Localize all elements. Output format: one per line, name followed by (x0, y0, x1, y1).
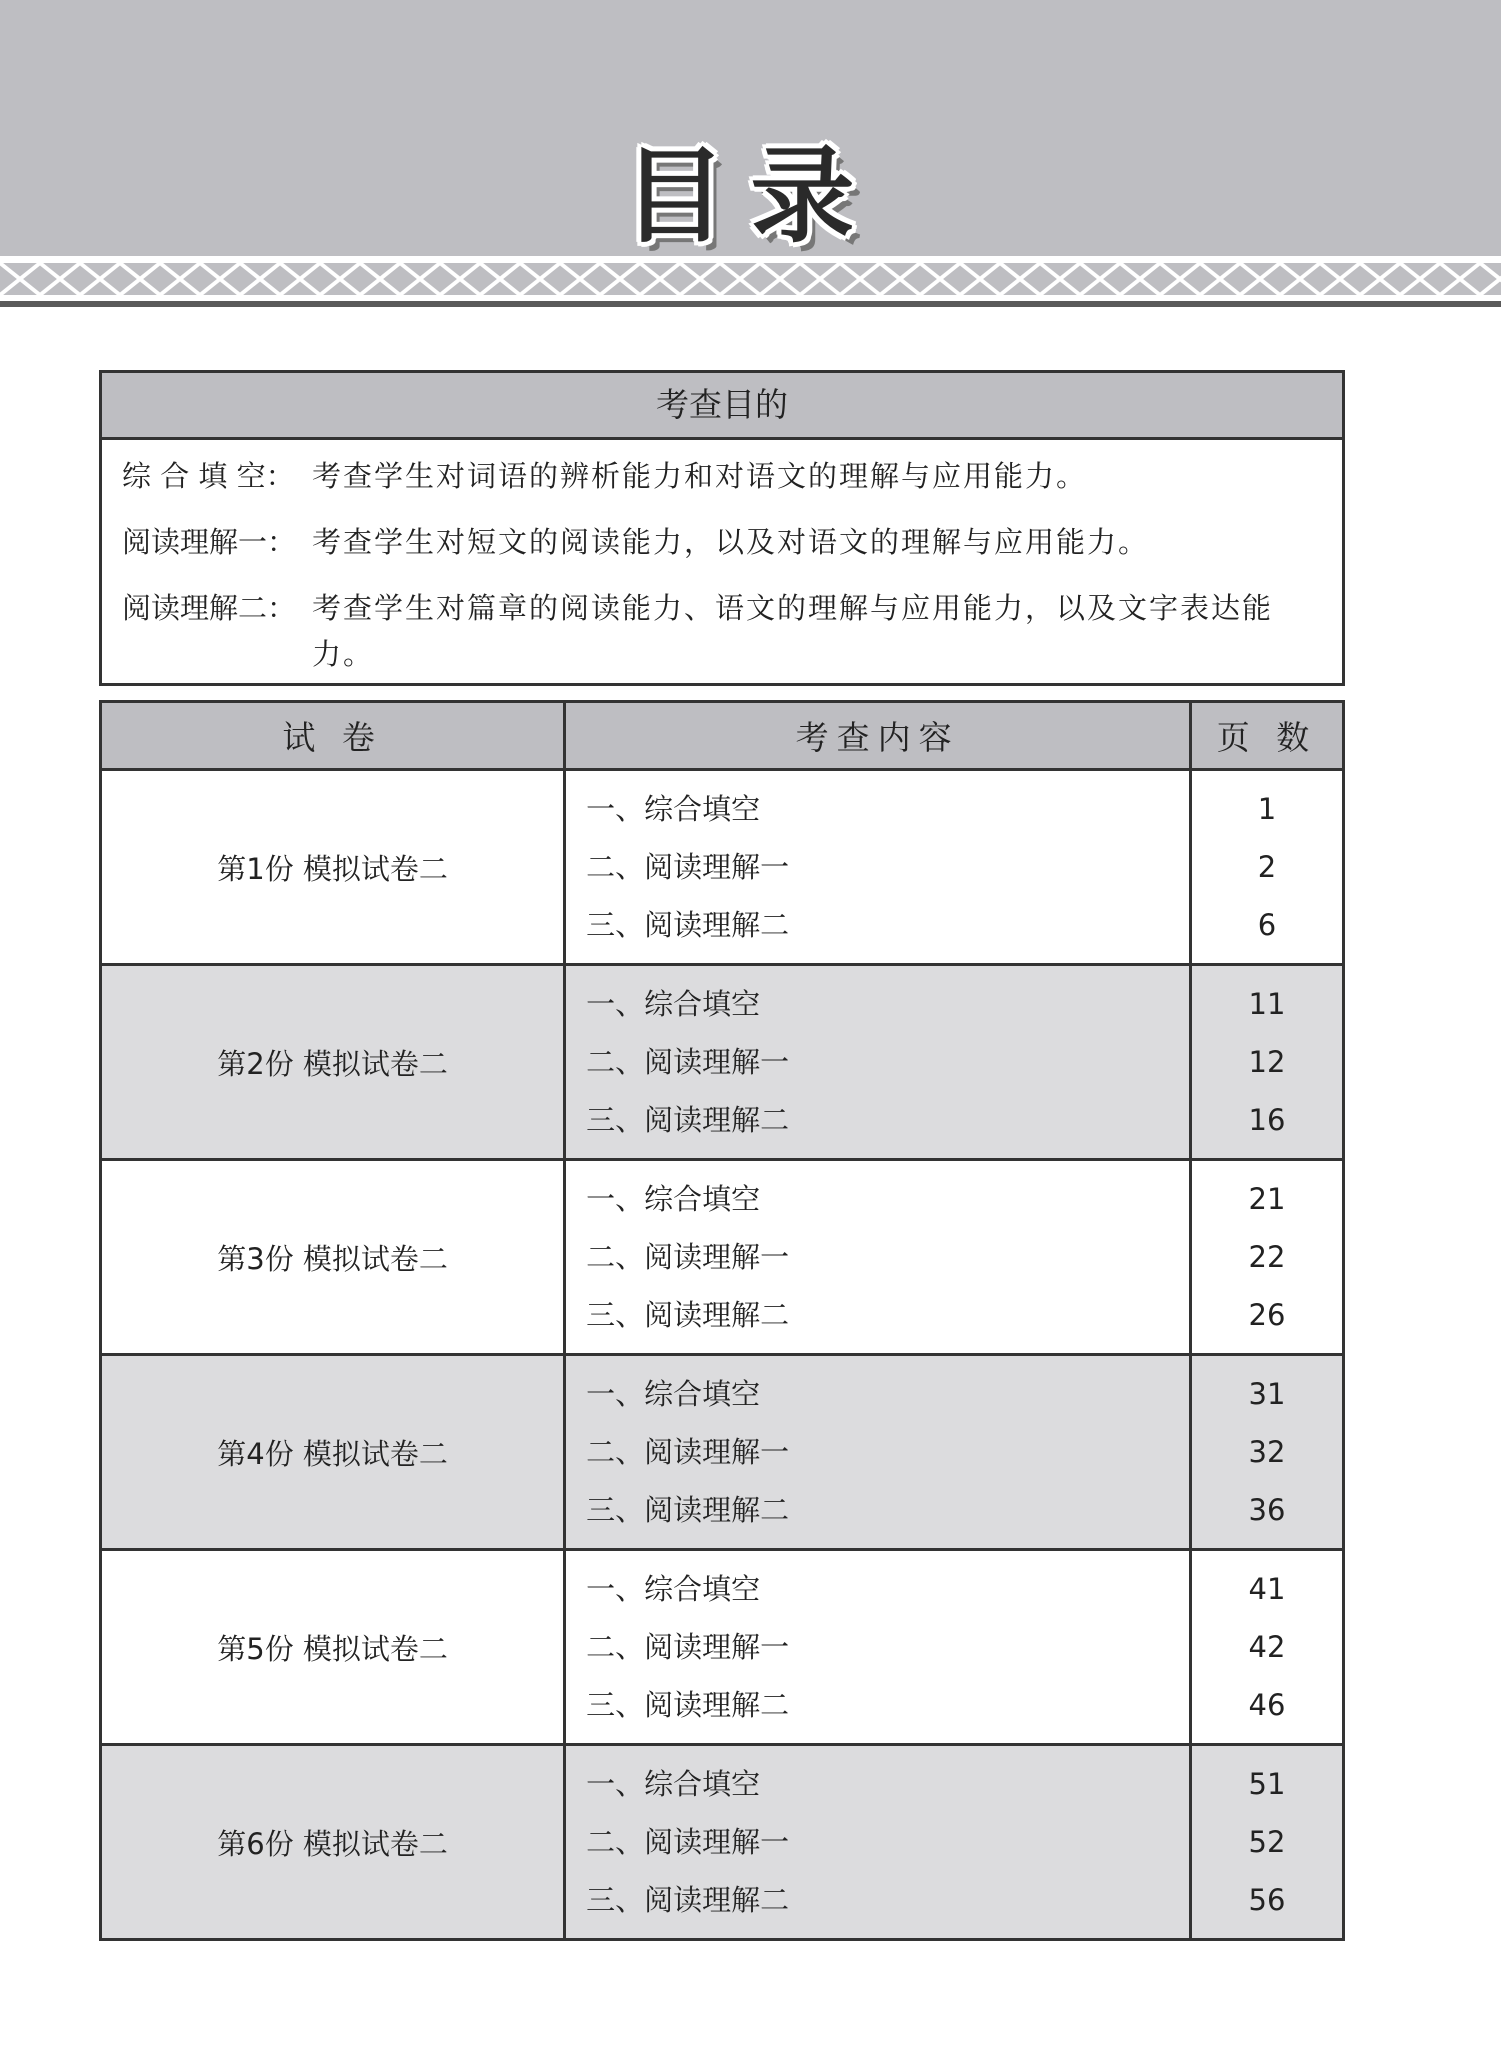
table-row (101, 1160, 1344, 1355)
purpose-item (122, 453, 1332, 499)
page-number[interactable]: 52 (1248, 1825, 1286, 1859)
content-item[interactable]: 三、阅读理解二 (586, 1298, 790, 1332)
table-row (101, 770, 1344, 965)
divider (0, 301, 1501, 307)
content-item[interactable]: 一、综合填空 (586, 1377, 761, 1411)
paper-cell: 第2份 模拟试卷二 (101, 965, 565, 1160)
purpose-key: 综 合 填 空： (122, 459, 295, 493)
page-number[interactable]: 12 (1248, 1045, 1286, 1079)
content-item[interactable]: 一、综合填空 (586, 987, 761, 1021)
content-item[interactable]: 三、阅读理解二 (586, 1883, 790, 1917)
purpose-box (99, 370, 1345, 686)
content-item[interactable]: 二、阅读理解一 (586, 1630, 790, 1664)
page-number[interactable]: 36 (1248, 1493, 1286, 1527)
content-cell (565, 1355, 1191, 1550)
page-number[interactable]: 21 (1248, 1182, 1286, 1216)
page-number[interactable]: 32 (1248, 1435, 1286, 1469)
paper-cell: 第3份 模拟试卷二 (101, 1160, 565, 1355)
content-item[interactable]: 一、综合填空 (586, 1182, 761, 1216)
page-number[interactable]: 51 (1248, 1767, 1286, 1801)
page-number[interactable]: 41 (1248, 1572, 1286, 1606)
purpose-text: 考查学生对词语的辨析能力和对语文的理解与应用能力。 (312, 459, 1088, 493)
page-number[interactable]: 16 (1248, 1103, 1286, 1137)
purpose-text: 考查学生对篇章的阅读能力、语文的理解与应用能力，以及文字表达能力。 (312, 591, 1274, 671)
purpose-key: 阅读理解二： (122, 591, 297, 625)
page-number[interactable]: 31 (1248, 1377, 1286, 1411)
content-item[interactable]: 三、阅读理解二 (586, 908, 790, 942)
purpose-text: 考查学生对短文的阅读能力，以及对语文的理解与应用能力。 (312, 525, 1150, 559)
page-number[interactable]: 42 (1248, 1630, 1286, 1664)
table-row (101, 1550, 1344, 1745)
page-number[interactable]: 56 (1248, 1883, 1286, 1917)
paper-cell: 第5份 模拟试卷二 (101, 1550, 565, 1745)
page-number[interactable]: 46 (1248, 1688, 1286, 1722)
content-cell (565, 770, 1191, 965)
pages-cell (1190, 1160, 1343, 1355)
paper-cell: 第6份 模拟试卷二 (101, 1745, 565, 1940)
content-item[interactable]: 二、阅读理解一 (586, 1825, 790, 1859)
purpose-item (122, 519, 1332, 565)
page-title: 目录 (622, 135, 879, 257)
pages-cell (1190, 1550, 1343, 1745)
pages-cell (1190, 770, 1343, 965)
contents-table (99, 700, 1345, 1941)
paper-cell: 第1份 模拟试卷二 (101, 770, 565, 965)
page-number[interactable]: 2 (1257, 850, 1277, 884)
header-pages: 页 数 (1190, 702, 1343, 770)
content-item[interactable]: 一、综合填空 (586, 1767, 761, 1801)
page-number[interactable]: 22 (1248, 1240, 1286, 1274)
header-content: 考查内容 (565, 702, 1191, 770)
content-item[interactable]: 二、阅读理解一 (586, 1045, 790, 1079)
content-item[interactable]: 一、综合填空 (586, 792, 761, 826)
purpose-key: 阅读理解一： (122, 525, 297, 559)
content-cell (565, 1745, 1191, 1940)
pages-cell (1190, 965, 1343, 1160)
page-number[interactable]: 1 (1257, 792, 1277, 826)
content-item[interactable]: 二、阅读理解一 (586, 850, 790, 884)
pages-cell (1190, 1355, 1343, 1550)
content-item[interactable]: 三、阅读理解二 (586, 1493, 790, 1527)
content-item[interactable]: 三、阅读理解二 (586, 1103, 790, 1137)
header-paper: 试 卷 (101, 702, 565, 770)
pages-cell (1190, 1745, 1343, 1940)
content-cell (565, 1160, 1191, 1355)
content-cell (565, 965, 1191, 1160)
content-item[interactable]: 一、综合填空 (586, 1572, 761, 1606)
content-item[interactable]: 二、阅读理解一 (586, 1435, 790, 1469)
purpose-header: 考查目的 (102, 373, 1342, 440)
table-row (101, 965, 1344, 1160)
table-row (101, 1355, 1344, 1550)
paper-cell: 第4份 模拟试卷二 (101, 1355, 565, 1550)
content-cell (565, 1550, 1191, 1745)
content-item[interactable]: 二、阅读理解一 (586, 1240, 790, 1274)
content-item[interactable]: 三、阅读理解二 (586, 1688, 790, 1722)
purpose-item (122, 585, 1332, 677)
decorative-pattern-band (0, 258, 1501, 300)
page-number[interactable]: 6 (1257, 908, 1277, 942)
page-number[interactable]: 11 (1248, 987, 1286, 1021)
table-row (101, 1745, 1344, 1940)
page-number[interactable]: 26 (1248, 1298, 1286, 1332)
